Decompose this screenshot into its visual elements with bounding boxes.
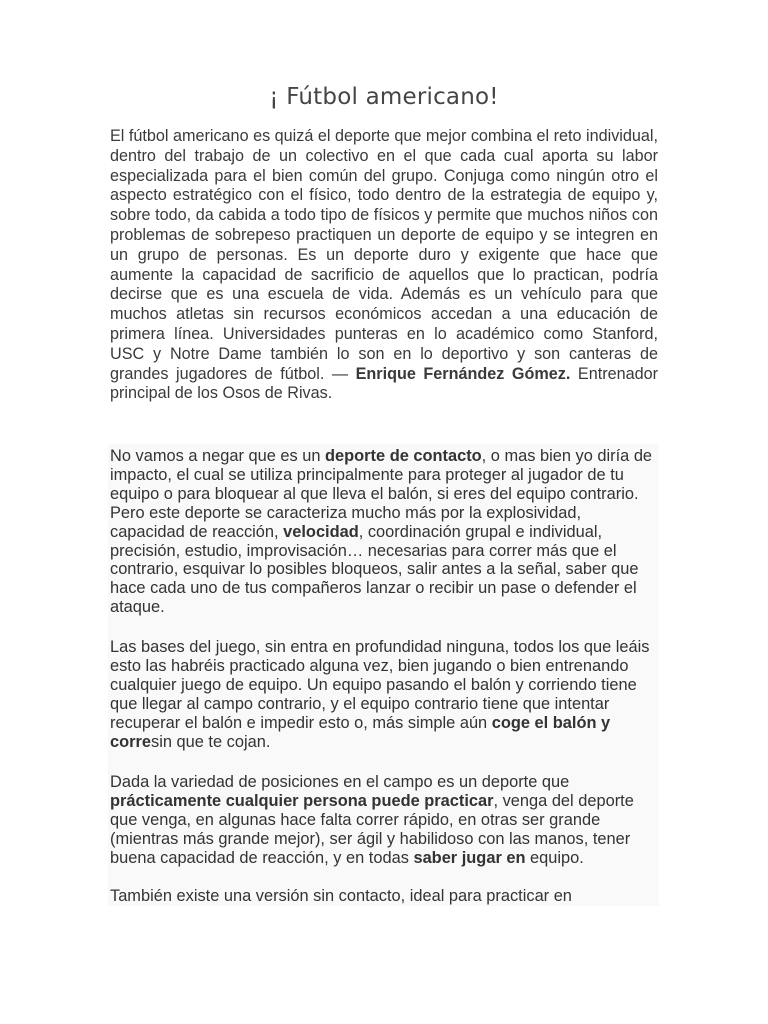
bold-text: coge el balón y corre [110, 713, 611, 751]
quote-text: El fútbol americano es quizá el deporte que mejor combina el reto individual, dentro del trabajo de un colectivo en el que cada cual aporta su labor especializada para el bien común del grupo. Conjuga como ningún otro el aspecto estratégico con el físico, todo dentro de la estrategia de equipo y, sobre todo, da cabida a todo tipo de físicos y permite que muchos niños con problemas de sobrepeso practiquen un deporte de equipo y se integren en un grupo de personas. Es un deporte duro y exigente que hace que aumente la capacidad de sacrificio de aquellos que lo practican, podría decirse que es una escuela de vida. Además es un vehículo para que muchos atletas sin recursos económicos accedan a una educación de primera línea. Universidades punteras en lo académico como Stanford, USC y Notre Dame también lo son en lo deportivo y son canteras de grandes jugadores de fútbol. [110, 127, 658, 383]
text-run: , venga del deporte que venga, en algunas hace falta correr rápido, en otras ser grande (mientras más grande mejor), ser ágil y habilidoso con las manos, tener buena capacidad de reacción, y en todas [110, 791, 634, 867]
page-title: ¡ Fútbol americano! [269, 84, 499, 110]
text-run: sin que te cojan. [151, 732, 271, 751]
bold-text: saber jugar en [413, 848, 526, 867]
quote-dash: — [331, 364, 356, 383]
quote-author-role: Entrenador principal de los Osos de Rivas. [110, 364, 658, 403]
text-run: equipo. [525, 848, 584, 867]
quote-author: Enrique Fernández Gómez. [355, 364, 571, 383]
paragraph-contact [110, 447, 659, 617]
paragraph-positions [110, 773, 659, 868]
paragraph-no-contact [110, 887, 659, 906]
quote-paragraph [110, 127, 658, 404]
article-body [108, 444, 659, 906]
bold-text: prácticamente cualquier persona puede practicar [110, 791, 494, 810]
text-run: No vamos a negar que es un [110, 447, 326, 465]
bold-text: deporte de contacto [325, 447, 482, 465]
text-run: , o mas bien yo diría de impacto, el cual se utiliza principalmente para proteger al jugador de tu equipo o para bloquear al que lleva el balón, si eres del equipo contrario. Pero este deporte se caracteriza mucho más por la explosividad, capacidad de reacción, [110, 447, 653, 541]
text-run: Las bases del juego, sin entra en profundidad ninguna, todos los que leáis esto las habréis practicado alguna vez, bien jugando o bien entrenando cualquier juego de equipo. Un equipo pasando el balón y corriendo tiene que llegar al campo contrario, y el equipo contrario tiene que intentar recuperar el balón e impedir esto o, más simple aún [110, 638, 650, 732]
text-run: También existe una versión sin contacto, ideal para practicar en [110, 887, 572, 905]
paragraph-basics [110, 638, 659, 751]
bold-text: velocidad [283, 522, 359, 541]
text-run: , coordinación grupal e individual, precisión, estudio, improvisación… necesarias para correr más que el contrario, esquivar lo posibles bloqueos, salir antes a la señal, saber que hace cada uno de tus compañeros lanzar o recibir un pase o defender el ataque. [110, 522, 639, 617]
text-run: Dada la variedad de posiciones en el campo es un deporte que [110, 773, 570, 791]
